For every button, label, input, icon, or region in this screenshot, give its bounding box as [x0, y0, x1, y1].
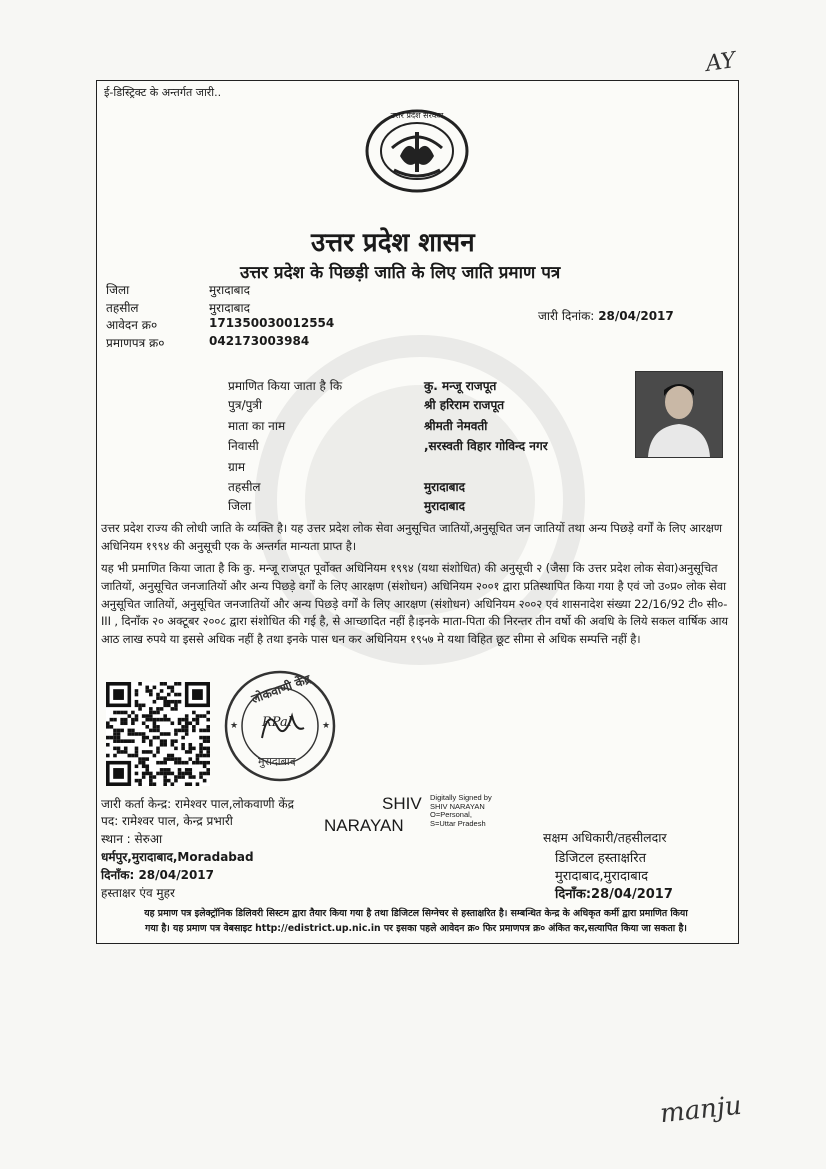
signature-detail-line: S=Uttar Pradesh — [430, 818, 486, 828]
handwritten-name: manju — [658, 1090, 744, 1130]
detail-value: श्रीमती नेमवती — [424, 419, 488, 433]
svg-text:★: ★ — [322, 721, 331, 731]
detail-label: प्रमाणित किया जाता है कि — [228, 379, 343, 393]
issue-date-value: 28/04/2017 — [598, 309, 674, 323]
detail-label: निवासी — [228, 439, 259, 453]
detail-value: ,सरस्वती विहार गोविन्द नगर — [424, 439, 548, 453]
detail-value: श्री हरिराम राजपूत — [424, 398, 505, 412]
issue-date-label: जारी दिनांक: — [538, 309, 595, 323]
applicant-photo — [635, 371, 723, 458]
signer-name-line1: SHIV — [382, 794, 422, 813]
page-title: उत्तर प्रदेश शासन — [311, 228, 475, 258]
issuer-line: पद: रामेश्वर पाल, केन्द्र प्रभारी — [101, 814, 233, 828]
issuer-line: दिनाँक: 28/04/2017 — [101, 868, 215, 882]
meta-value: 171350030012554 — [209, 316, 335, 330]
authority-line: डिजिटल हस्ताक्षरित — [555, 851, 646, 866]
detail-value: मुरादाबाद — [424, 499, 466, 513]
meta-value: मुरादाबाद — [209, 283, 251, 297]
detail-value: कु. मन्जू राजपूत — [424, 379, 497, 393]
certificate-paragraph-1: उत्तर प्रदेश राज्य की लोधी जाति के व्यक्ति है। यह उत्तर प्रदेश लोक सेवा अनुसूचित जातियों,अनुसूचित जन जातियों तथा अन्य पिछड़े वर्गों के लिए आरक्षण अधिनियम १९९४ की अनुसूची एक के अन्तर्गत मान्यता प्राप्त है। — [101, 521, 723, 553]
meta-value: मुरादाबाद — [209, 300, 251, 315]
authority-line: दिनाँक:28/04/2017 — [555, 887, 673, 902]
footer-line-1: यह प्रमाण पत्र इलेक्ट्रॉनिक डिलिवरी सिस्टम द्वारा तैयार किया गया है तथा डिजिटल सिग्नेचर से हस्ताक्षरित है। सम्बन्धित केन्द्र के अधिकृत कर्मी द्वारा प्रमाणित किया — [144, 908, 688, 919]
page-subtitle: उत्तर प्रदेश के पिछड़ी जाति के लिए जाति प्रमाण पत्र — [240, 263, 561, 283]
issuer-line: हस्ताक्षर एंव मुहर — [101, 886, 175, 900]
detail-value: मुरादाबाद — [424, 480, 466, 494]
stamp-bottom-text: मुरादाबाद — [258, 755, 296, 768]
corner-handwritten-mark: AY — [704, 48, 738, 77]
signature-detail-line: Digitally Signed by — [430, 793, 492, 802]
certificate-paragraph-2: यह भी प्रमाणित किया जाता है कि कु. मन्जू राजपूत पूर्वोक्त अधिनियम १९९४ (यथा संशोधित) की अनुसूची २ (जैसा कि उत्तर प्रदेश लोक सेवा)अनुसूचित जातियों, अनुसूचित जनजातियों और अन्य पिछड़े वर्गों के लिए आरक्षण (संशोधन) अधिनियम २००१ द्वारा प्रतिस्थापित किया गया है एवं जो उ०प्र० लोक सेवा अनुसूचित जातियों, अनुसूचित जनजातियों और अन्य पिछड़े वर्गों के लिए आरक्षण (संशोधन) अधिनियम २००२ एवं शासनादेश संख्या 22/16/92 टी० सी०-III , दिनाँक २० अक्टूबर २००८ द्वारा संशोधित की गई है, से आच्छादित नहीं है।इनके माता-पिता की निरन्तर तीन वर्षो की अवधि के लिये सकल वार्षिक आय आठ लाख रुपये या इससे अधिक नहीं है तथा इनके पास धन कर अधिनियम १९५७ मे यथा विहित छूट सीमा से अधिक सम्पत्ति नहीं है। — [101, 561, 728, 647]
stamp-top-text: लोकवाणी केंद्र — [249, 671, 313, 707]
signature-detail-line: O=Personal, — [430, 810, 472, 819]
issuer-line: स्थान : सेरुआ — [101, 832, 163, 846]
svg-text:★: ★ — [230, 721, 239, 731]
issuer-line: धर्मपुर,मुरादाबाद,Moradabad — [101, 850, 254, 864]
header-note: ई-डिस्ट्रिक्ट के अन्तर्गत जारी.. — [104, 86, 222, 99]
meta-label: तहसील — [106, 300, 139, 315]
digital-signature — [324, 794, 524, 844]
emblem-ring-text: उत्तर प्रदेश सरकार — [390, 111, 444, 120]
detail-label: माता का नाम — [228, 419, 286, 433]
meta-label: आवेदन क्र० — [106, 318, 158, 332]
meta-value: 042173003984 — [209, 333, 310, 348]
stamp-initials: RPal — [262, 715, 292, 730]
qr-code-icon — [106, 682, 210, 786]
footer-line-2: गया है। यह प्रमाण पत्र वेबसाइट http://edistrict.up.nic.in पर इसका पहले आवेदन क्र० फिर प्रमाणपत्र क्र० अंकित कर,सत्यापित किया जा सकता है। — [145, 923, 687, 934]
signature-details — [430, 794, 492, 828]
detail-label: तहसील — [228, 480, 261, 494]
meta-label: प्रमाणपत्र क्र० — [106, 335, 165, 350]
signature-detail-line: SHIV NARAYAN — [430, 801, 485, 811]
authority-line: मुरादाबाद,मुरादाबाद — [555, 869, 648, 884]
signer-name-line2: NARAYAN — [324, 816, 404, 835]
meta-label: जिला — [106, 283, 130, 297]
issuer-line: जारी कर्ता केन्द्र: रामेश्वर पाल,लोकवाणी केंद्र — [101, 797, 294, 811]
issue-date — [538, 307, 674, 324]
authority-line: सक्षम अधिकारी/तहसीलदार — [543, 830, 667, 845]
detail-label: ग्राम — [228, 460, 246, 474]
detail-label: जिला — [228, 499, 252, 513]
detail-label: पुत्र/पुत्री — [228, 398, 263, 412]
